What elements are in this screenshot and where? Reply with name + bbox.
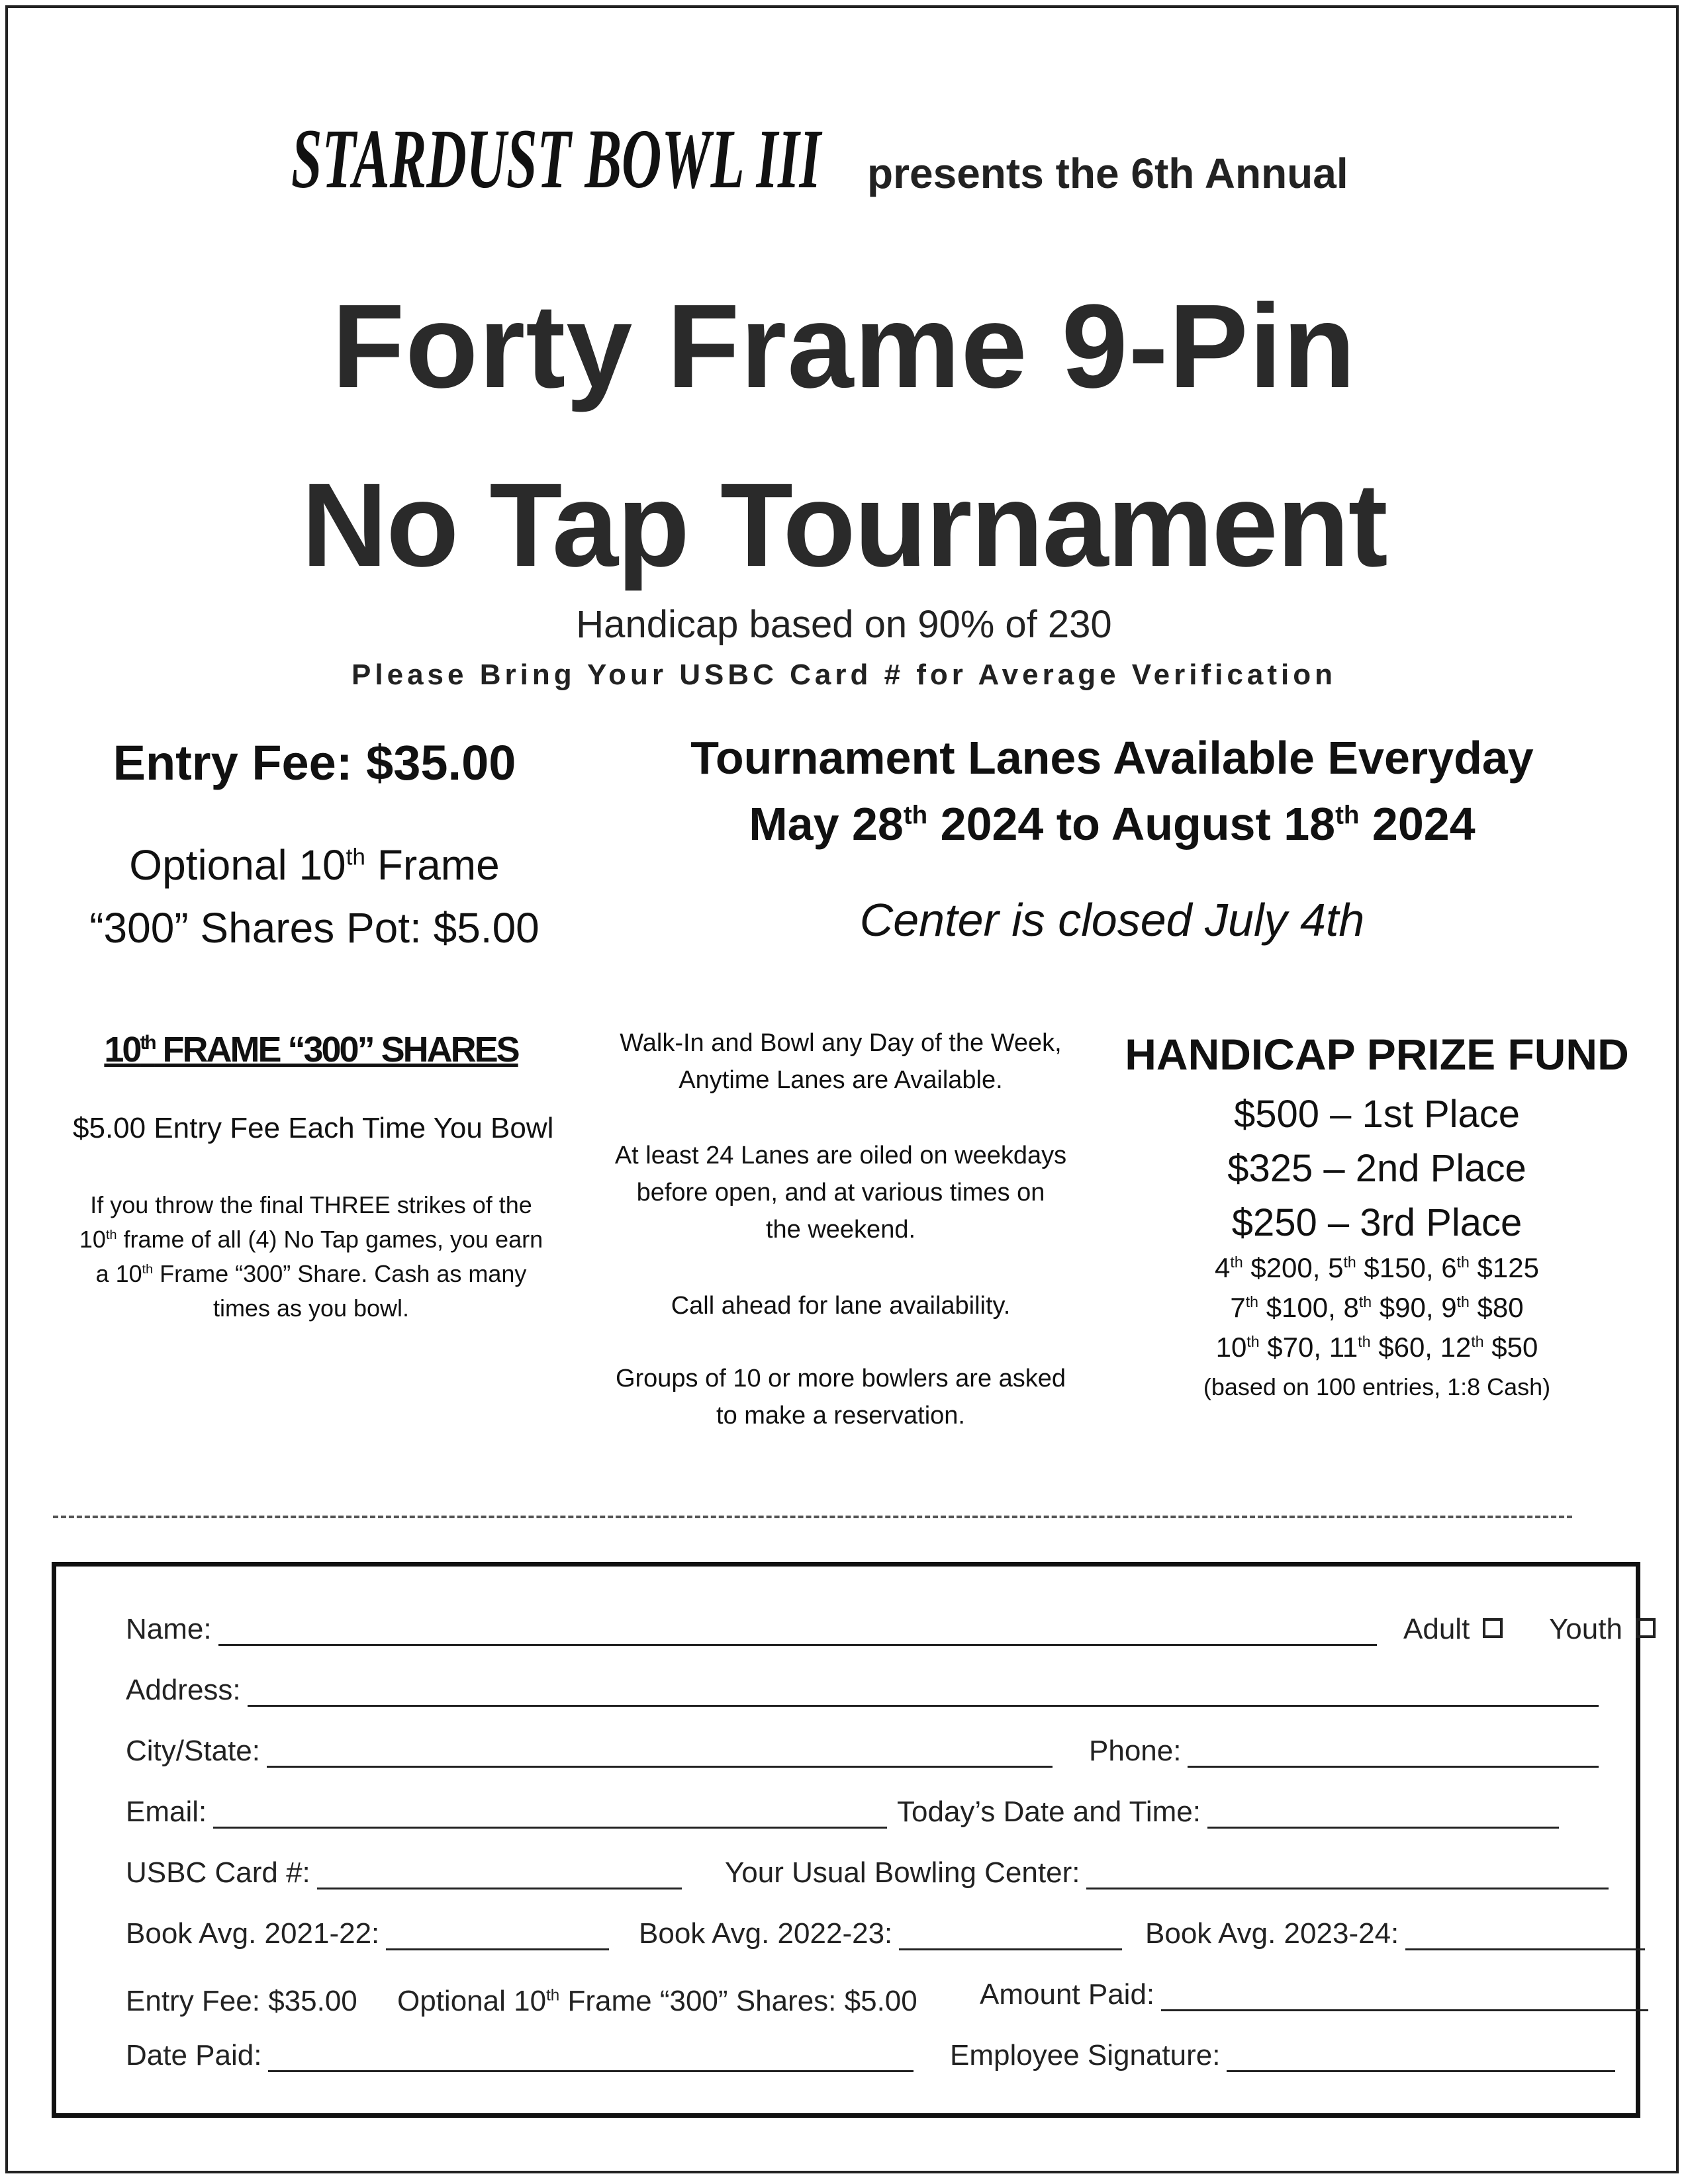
form-row-email-date: [126, 1796, 1636, 1835]
walk-in-info: Walk-In and Bowl any Day of the Week, Anytime Lanes are Available.: [620, 1029, 1062, 1094]
city-state-field[interactable]: [126, 1735, 1053, 1768]
usbc-card-note: Please Bring Your USBC Card # for Average Verification: [352, 659, 1336, 691]
form-row-averages: [126, 1917, 1636, 1957]
adult-label: Adult: [1403, 1613, 1470, 1645]
date-paid-field[interactable]: [126, 2039, 914, 2072]
prize-first: $500 – 1st Place: [1233, 1093, 1521, 1136]
phone-line[interactable]: [1188, 1738, 1599, 1768]
employee-signature-label: Employee Signature:: [950, 2039, 1221, 2071]
employee-signature-line[interactable]: [1227, 2042, 1615, 2072]
city-state-line[interactable]: [267, 1738, 1053, 1768]
youth-option[interactable]: [1549, 1613, 1656, 1646]
adult-option[interactable]: [1403, 1613, 1503, 1646]
form-row-usbc-center: [126, 1856, 1636, 1896]
phone-field[interactable]: [1089, 1735, 1599, 1768]
address-label: Address:: [126, 1674, 241, 1706]
phone-label: Phone:: [1089, 1735, 1182, 1767]
form-row-name: [126, 1613, 1636, 1653]
usual-center-line[interactable]: [1086, 1860, 1609, 1889]
groups-info: Groups of 10 or more bowlers are asked to make a reservation.: [615, 1365, 1066, 1430]
address-field[interactable]: [126, 1674, 1599, 1707]
usbc-card-field[interactable]: [126, 1856, 682, 1889]
title-line-2: No Tap Tournament: [301, 459, 1387, 592]
shares-heading: 10th FRAME “300” SHARES: [104, 1030, 518, 1069]
form-entry-fee: Entry Fee: $35.00: [126, 1985, 357, 2017]
name-line[interactable]: [218, 1616, 1377, 1646]
entry-form: [52, 1562, 1640, 2118]
usual-center-label: Your Usual Bowling Center:: [725, 1856, 1080, 1889]
prize-basis-note: (based on 100 entries, 1:8 Cash): [1203, 1373, 1551, 1400]
stardust-bowl-logo: [291, 109, 827, 208]
prize-row-10-12: 10th $70, 11th $60, 12th $50: [1215, 1332, 1538, 1363]
name-field[interactable]: [126, 1613, 1377, 1646]
shares-entry-fee: $5.00 Entry Fee Each Time You Bowl: [73, 1112, 554, 1144]
lanes-available-heading: Tournament Lanes Available Everyday: [690, 732, 1534, 784]
avg-2022-23-field[interactable]: [639, 1917, 1122, 1950]
cut-line: [53, 1516, 1572, 1518]
avg-2022-23-line[interactable]: [899, 1921, 1122, 1950]
email-label: Email:: [126, 1796, 207, 1828]
name-label: Name:: [126, 1613, 212, 1645]
shares-pot-line: “300” Shares Pot: $5.00: [89, 904, 539, 952]
prize-third: $250 – 3rd Place: [1231, 1201, 1523, 1244]
todays-date-line[interactable]: [1207, 1799, 1559, 1829]
call-ahead-info: Call ahead for lane availability.: [671, 1292, 1011, 1320]
tournament-dates: May 28th 2024 to August 18th 2024: [749, 798, 1476, 850]
youth-checkbox[interactable]: [1636, 1618, 1656, 1638]
email-line[interactable]: [213, 1799, 887, 1829]
avg-2021-22-field[interactable]: [126, 1917, 609, 1950]
entry-fee-heading: Entry Fee: $35.00: [113, 735, 516, 790]
address-line[interactable]: [248, 1677, 1599, 1707]
form-optional-shares: Optional 10th Frame “300” Shares: $5.00: [397, 1985, 917, 2017]
avg-2023-24-field[interactable]: [1145, 1917, 1645, 1950]
prize-fund-heading: HANDICAP PRIZE FUND: [1125, 1030, 1629, 1079]
usual-center-field[interactable]: [725, 1856, 1609, 1889]
prize-second: $325 – 2nd Place: [1227, 1147, 1526, 1190]
amount-paid-field[interactable]: [980, 1978, 1648, 2011]
todays-date-label: Today’s Date and Time:: [897, 1796, 1201, 1828]
prize-row-7-9: 7th $100, 8th $90, 9th $80: [1230, 1292, 1524, 1323]
oiled-lanes-info: At least 24 Lanes are oiled on weekdays before open, and at various times on the weekend.: [614, 1142, 1067, 1244]
avg-2022-23-label: Book Avg. 2022-23:: [639, 1917, 893, 1950]
amount-paid-line[interactable]: [1161, 1981, 1648, 2011]
todays-date-field[interactable]: [897, 1796, 1559, 1829]
youth-label: Youth: [1549, 1613, 1622, 1645]
date-paid-label: Date Paid:: [126, 2039, 262, 2071]
prize-row-4-6: 4th $200, 5th $150, 6th $125: [1215, 1252, 1539, 1283]
adult-checkbox[interactable]: [1483, 1618, 1503, 1638]
title-line-1: Forty Frame 9-Pin: [332, 280, 1356, 413]
avg-2021-22-line[interactable]: [386, 1921, 609, 1950]
presents-text: presents the 6th Annual: [867, 150, 1348, 197]
optional-frame-line: Optional 10th Frame: [129, 841, 500, 889]
handicap-info: Handicap based on 90% of 230: [576, 603, 1112, 646]
form-row-city-phone: [126, 1735, 1636, 1774]
form-row-address: [126, 1674, 1636, 1713]
shares-description: If you throw the final THREE strikes of the 10th frame of all (4) No Tap games, you earn a 10th Frame “300” Share. Cash as many times as you bowl.: [79, 1191, 543, 1322]
avg-2023-24-label: Book Avg. 2023-24:: [1145, 1917, 1399, 1950]
avg-2021-22-label: Book Avg. 2021-22:: [126, 1917, 380, 1950]
date-paid-line[interactable]: [268, 2042, 914, 2072]
email-field[interactable]: [126, 1796, 887, 1829]
logo-lettering: STARDUST BOWL III: [291, 112, 823, 206]
form-row-fees: [126, 1978, 1636, 2018]
city-state-label: City/State:: [126, 1735, 260, 1767]
closed-notice: Center is closed July 4th: [859, 894, 1365, 946]
usbc-card-line[interactable]: [317, 1860, 682, 1889]
employee-signature-field[interactable]: [950, 2039, 1615, 2072]
form-row-date-signature: [126, 2039, 1636, 2079]
amount-paid-label: Amount Paid:: [980, 1978, 1155, 2011]
usbc-card-label: USBC Card #:: [126, 1856, 310, 1889]
avg-2023-24-line[interactable]: [1405, 1921, 1645, 1950]
